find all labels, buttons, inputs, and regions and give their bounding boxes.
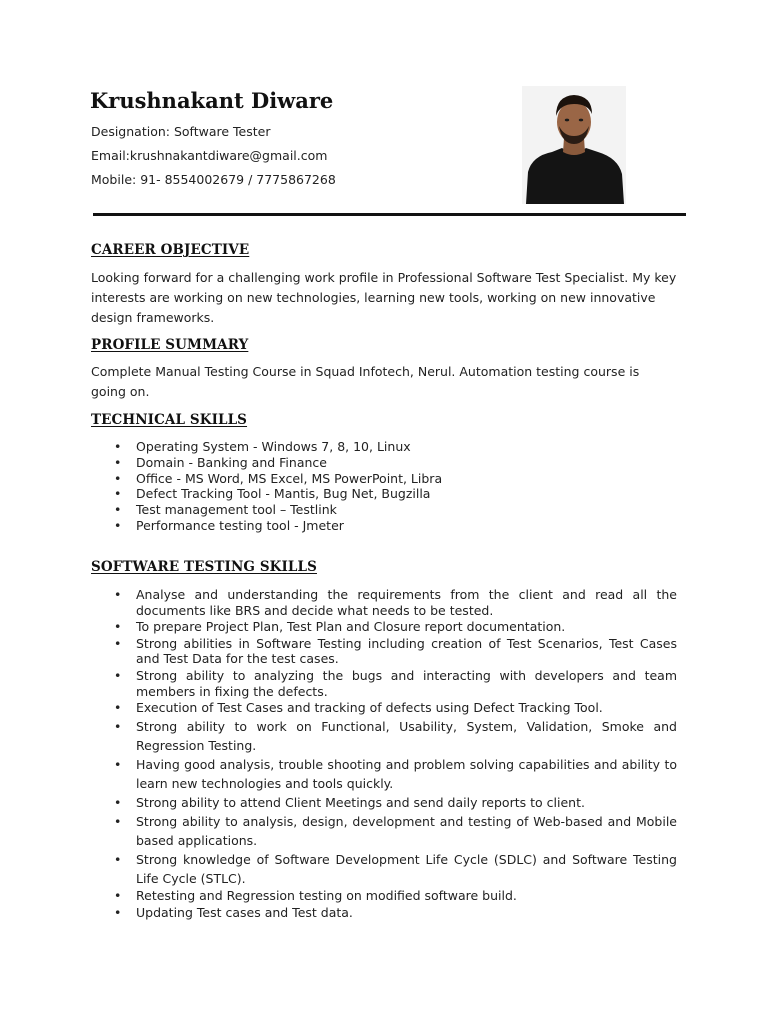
list-item: • Operating System - Windows 7, 8, 10, Linux: [114, 439, 677, 455]
list-item: • Strong knowledge of Software Development Life Cycle (SDLC) and Software Testing Life Cycle (STLC).: [114, 850, 677, 888]
technical-skills-list: [114, 439, 677, 534]
list-item: • To prepare Project Plan, Test Plan and Closure report documentation.: [114, 619, 677, 635]
list-item: • Updating Test cases and Test data.: [114, 905, 677, 921]
list-item: • Strong abilities in Software Testing including creation of Test Scenarios, Test Cases and Test Data for the test cases.: [114, 636, 677, 667]
list-item: • Having good analysis, trouble shooting and problem solving capabilities and ability to learn new technologies and tools quickly.: [114, 755, 677, 793]
header-divider: [93, 213, 686, 216]
list-item: • Execution of Test Cases and tracking of defects using Defect Tracking Tool.: [114, 700, 677, 716]
list-item: • Domain - Banking and Finance: [114, 455, 677, 471]
profile-summary-heading: PROFILE SUMMARY: [91, 337, 249, 353]
person-photo-icon: [522, 86, 626, 204]
list-item: • Strong ability to work on Functional, Usability, System, Validation, Smoke and Regression Testing.: [114, 717, 677, 755]
list-item: • Strong ability to analysis, design, development and testing of Web-based and Mobile based applications.: [114, 812, 677, 850]
designation: Designation: Software Tester: [91, 124, 271, 139]
list-item: • Retesting and Regression testing on modified software build.: [114, 888, 677, 904]
software-testing-skills-heading: SOFTWARE TESTING SKILLS: [91, 559, 317, 575]
career-objective-heading: CAREER OBJECTIVE: [91, 242, 250, 258]
list-item: • Test management tool – Testlink: [114, 502, 677, 518]
email: Email:krushnakantdiware@gmail.com: [91, 148, 328, 163]
list-item: • Strong ability to analyzing the bugs and interacting with developers and team members in fixing the defects.: [114, 668, 677, 699]
list-item: • Analyse and understanding the requirements from the client and read all the documents like BRS and decide what needs to be tested.: [114, 587, 677, 618]
software-testing-skills-list: [114, 587, 677, 921]
list-item: • Office - MS Word, MS Excel, MS PowerPoint, Libra: [114, 471, 677, 487]
mobile: Mobile: 91- 8554002679 / 7775867268: [91, 172, 336, 187]
list-item: • Strong ability to attend Client Meetings and send daily reports to client.: [114, 793, 677, 812]
list-item: • Performance testing tool - Jmeter: [114, 518, 677, 534]
list-item: • Defect Tracking Tool - Mantis, Bug Net, Bugzilla: [114, 486, 677, 502]
technical-skills-heading: TECHNICAL SKILLS: [91, 412, 248, 428]
profile-photo: [522, 86, 626, 204]
profile-summary-text: Complete Manual Testing Course in Squad Infotech, Nerul. Automation testing course is going on.: [91, 364, 640, 399]
career-objective-text: Looking forward for a challenging work profile in Professional Software Test Specialist. My key interests are working on new technologies, learning new tools, working on new innovative design frameworks.: [91, 270, 677, 325]
candidate-name: Krushnakant Diware: [90, 88, 334, 113]
